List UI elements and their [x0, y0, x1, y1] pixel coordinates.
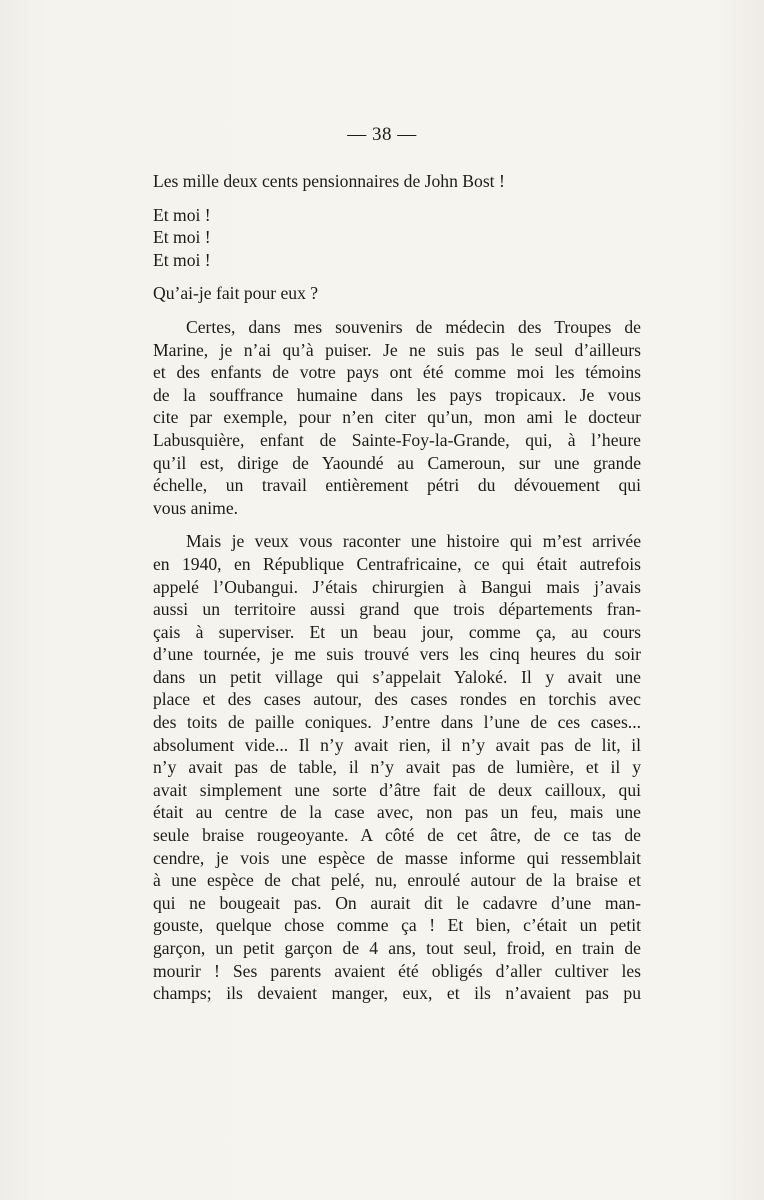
text-line: Et moi ! [153, 204, 211, 225]
text-line: des toits de paille coniques. J’entre dans l’une de ces cases... [153, 712, 641, 733]
text-line: Et moi ! [153, 249, 211, 270]
text-line: champs; ils devaient manger, eux, et ils n’avaient pas pu [153, 983, 641, 1004]
text-line: Mais je veux vous raconter une histoire qui m’est arrivée [186, 531, 641, 552]
text-line: Marine, je n’ai qu’à puiser. Je ne suis pas le seul d’ailleurs [153, 339, 641, 360]
text-line: Les mille deux cents pensionnaires de John Bost ! [153, 171, 505, 191]
text-line: seule braise rougeoyante. A côté de cet âtre, de ce tas de [153, 825, 641, 846]
text-line: était au centre de la case avec, non pas un feu, mais une [153, 802, 641, 823]
text-line: place et des cases autour, des cases rondes en torchis avec [153, 689, 641, 710]
text-line: Labusquière, enfant de Sainte-Foy-la-Grande, qui, à l’heure [153, 429, 641, 450]
text-line: à une espèce de chat pelé, nu, enroulé autour de la braise et [153, 870, 641, 891]
text-line: échelle, un travail entièrement pétri du dévouement qui [153, 475, 641, 496]
text-line: Certes, dans mes souvenirs de médecin des Troupes de [186, 316, 641, 337]
text-line: absolument vide... Il n’y avait rien, il n’y avait pas de lit, il [153, 734, 641, 755]
text-line: de la souffrance humaine dans les pays tropicaux. Je vous [153, 384, 641, 405]
text-line: mourir ! Ses parents avaient été obligés d’aller cultiver les [153, 960, 641, 981]
text-line: gouste, quelque chose comme ça ! Et bien, c’était un petit [153, 915, 641, 936]
text-line: cite par exemple, pour n’en citer qu’un, mon ami le docteur [153, 407, 641, 428]
text-line: vous anime. [153, 497, 239, 518]
text-line: qu’il est, dirige de Yaoundé au Cameroun, sur une grande [153, 452, 641, 473]
body-text [153, 170, 641, 1005]
text-line: Et moi ! [153, 227, 211, 248]
text-line: d’une tournée, je me suis trouvé vers les cinq heures du soir [153, 644, 641, 665]
paragraph-histoire [153, 530, 641, 1004]
text-line: çais à superviser. Et un beau jour, comme ça, au cours [153, 621, 641, 642]
text-line: aussi un territoire aussi grand que trois départements fran- [153, 599, 641, 620]
paragraph-question [153, 282, 641, 305]
text-line: dans un petit village qui s’appelait Yaloké. Il y avait une [153, 666, 641, 687]
text-line: garçon, un petit garçon de 4 ans, tout seul, froid, en train de [153, 938, 641, 958]
text-line: appelé l’Oubangui. J’étais chirurgien à Bangui mais j’avais [153, 576, 641, 597]
text-line: qui ne bougeait pas. On aurait dit le cadavre d’une man- [153, 892, 641, 913]
text-line: et des enfants de votre pays ont été comme moi les témoins [153, 362, 641, 383]
text-line: en 1940, en République Centrafricaine, ce qui était autrefois [153, 553, 641, 574]
text-line: n’y avait pas de table, il n’y avait pas de lumière, et il y [153, 757, 641, 778]
page-number: — 38 — [347, 124, 417, 145]
text-line: Qu’ai-je fait pour eux ? [153, 283, 319, 304]
paragraph-et-moi [153, 204, 641, 272]
text-line: cendre, je vois une espèce de masse informe qui ressemblait [153, 847, 641, 868]
paragraph-intro [153, 170, 641, 193]
text-line: avait simplement une sorte d’âtre fait de deux cailloux, qui [153, 779, 641, 800]
paragraph-certes [153, 316, 641, 519]
